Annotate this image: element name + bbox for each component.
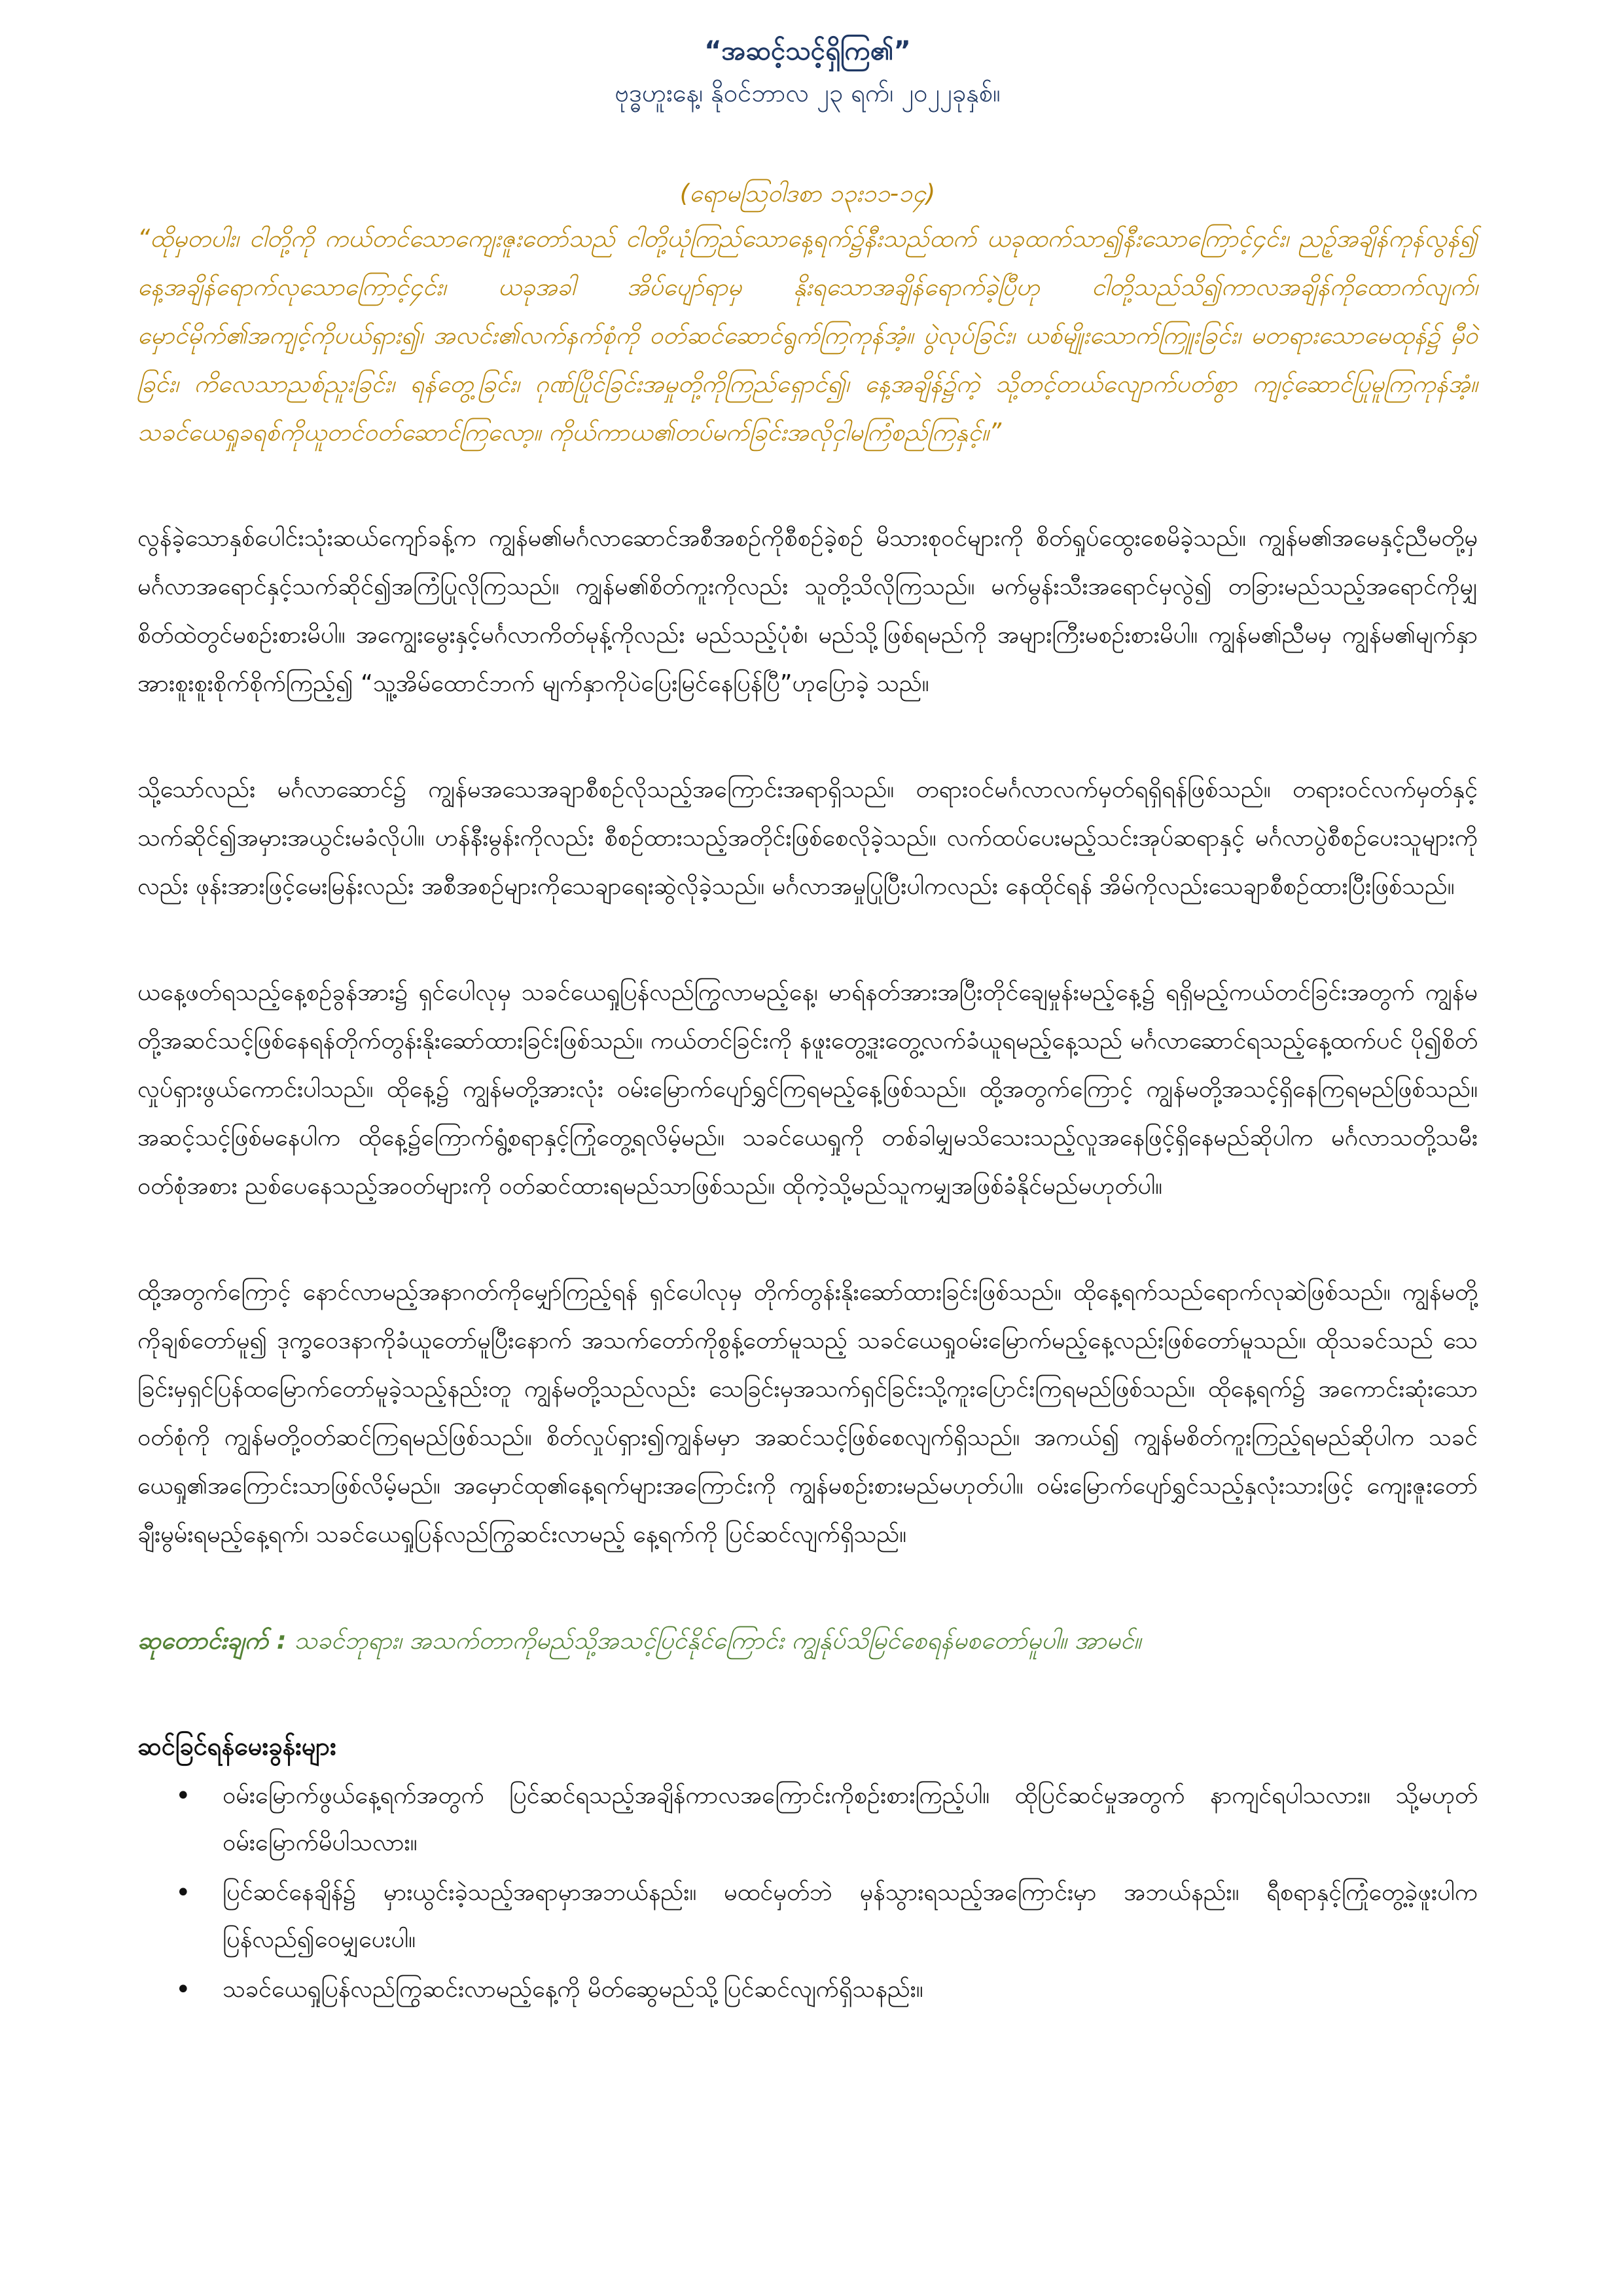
bullet-icon: • [175, 1781, 191, 1811]
question-item [175, 1966, 1478, 2013]
body-paragraph-1: လွန်ခဲ့သောနှစ်ပေါင်းသုံးဆယ်ကျော်ခန့်က ကျွန်မ၏မင်္ဂလာဆောင်အစီအစဉ်ကိုစီစဉ်ခဲ့စဉ် မိသားစုဝင်များကို စိတ်ရှုပ်ထွေးစေမိခဲ့သည်။ ကျွန်မ၏အမေနှင့်ညီမတို့မှ မင်္ဂလာအရောင်နှင့်သက်ဆိုင်၍အကြံပြုလိုကြသည်။ ကျွန်မ၏စိတ်ကူးကိုလည်း သူတို့သိလိုကြသည်။ မက်မွန်းသီးအရောင်မှလွဲ၍ တခြားမည်သည့်အရောင်ကိုမျှ စိတ်ထဲတွင်မစဉ်းစားမိပါ။ အကျွေးမွေးနှင့်မင်္ဂလာကိတ်မုန့်ကိုလည်း မည်သည့်ပုံစံ၊ မည်သို့ဖြစ်ရမည်ကို အများကြီးမစဉ်းစားမိပါ။ ကျွန်မ၏ညီမမှ ကျွန်မ၏မျက်နှာအားစူးစူးစိုက်စိုက်ကြည့်၍ “သူ့အိမ်ထောင်ဘက် မျက်နှာကိုပဲပြေးမြင်နေပြန်ပြီ”ဟုပြောခဲ့ သည်။ [137, 525, 1478, 697]
bullet-icon: • [175, 1975, 191, 2005]
scripture-reference: (ရောမသြဝါဒစာ ၁၃း၁၁-၁၄) [679, 179, 936, 207]
question-text: ဝမ်းမြောက်ဖွယ်နေ့ရက်အတွက် ပြင်ဆင်ရသည့်အချိန်ကာလအကြောင်းကိုစဉ်းစားကြည့်ပါ။ ထိုပြင်ဆင်မှုအတွက် နာကျင်ရပါသလား။ သို့မဟုတ် ဝမ်းမြောက်မိပါသလား။ [223, 1782, 1478, 1856]
body-paragraph-4: ထို့အတွက်ကြောင့် နောင်လာမည့်အနာဂတ်ကိုမျှော်ကြည့်ရန် ရှင်ပေါလုမှ တိုက်တွန်းနိုးဆော်ထားခြင်းဖြစ်သည်။ ထိုနေ့ရက်သည်ရောက်လုဆဲဖြစ်သည်။ ကျွန်မတို့ကိုချစ်တော်မူ၍ ဒုက္ခဝေဒနာကိုခံယူတော်မူပြီးနောက် အသက်တော်ကိုစွန့်တော်မူသည့် သခင်ယေရှုဝမ်းမြောက်မည့်နေ့လည်းဖြစ်တော်မူသည်။ ထိုသခင်သည် သေခြင်းမှရှင်ပြန်ထမြောက်တော်မူခဲ့သည့်နည်းတူ ကျွန်မတို့သည်လည်း သေခြင်းမှအသက်ရှင်ခြင်းသို့ကူးပြောင်းကြရမည်ဖြစ်သည်။ ထိုနေ့ရက်၌ အကောင်းဆုံးသောဝတ်စုံကို ကျွန်မတို့ဝတ်ဆင်ကြရမည်ဖြစ်သည်။ စိတ်လှုပ်ရှား၍ကျွန်မမှာ အဆင်သင့်ဖြစ်စေလျက်ရှိသည်။ အကယ်၍ ကျွန်မစိတ်ကူးကြည့်ရမည်ဆိုပါက သခင်ယေရှု၏အကြောင်းသာဖြစ်လိမ့်မည်။ အမှောင်ထု၏နေ့ရက်များအကြောင်းကို ကျွန်မစဉ်းစားမည်မဟုတ်ပါ။ ဝမ်းမြောက်ပျော်ရွှင်သည့်နှလုံးသားဖြင့် ကျေးဇူးတော်ချီးမွမ်းရမည့်နေ့ရက်၊ သခင်ယေရှုပြန်လည်ကြွဆင်းလာမည့် နေ့ရက်ကို ပြင်ဆင်လျက်ရှိသည်။ [137, 1279, 1478, 1548]
prayer [137, 1617, 1478, 1665]
question-item [175, 1869, 1478, 1964]
question-text: သခင်ယေရှုပြန်လည်ကြွဆင်းလာမည့်နေ့ကို မိတ်ဆွေမည်သို့ပြင်ဆင်လျက်ရှိသနည်း။ [223, 1976, 923, 2003]
dateline: ဗုဒ္ဓဟူးနေ့၊ နိုဝင်ဘာလ ၂၃ ရက်၊ ၂၀၂၂ခုနှစ်။ [615, 79, 1001, 107]
scripture-quote: “ထိုမှတပါး၊ ငါတို့ကို ကယ်တင်သောကျေးဇူးတော်သည် ငါတို့ယုံကြည်သောနေ့ရက်၌နီးသည်ထက် ယခုထက်သာ၍နီးသောကြောင့်၄င်း၊ ညဉ့်အချိန်ကုန်လွန်၍ နေ့အချိန်ရောက်လုသောကြောင့်၄င်း၊ ယခုအခါ အိပ်ပျော်ရာမှ နိုးရသောအချိန်ရောက်ခဲ့ပြီဟု ငါတို့သည်သိ၍ကာလအချိန်ကိုထောက်လျက်၊ မှောင်မိုက်၏အကျင့်ကိုပယ်ရှား၍၊ အလင်း၏လက်နက်စုံကို ဝတ်ဆင်ဆောင်ရွက်ကြကုန်အံ့။ ပွဲလုပ်ခြင်း၊ ယစ်မျိုးသောက်ကြူးခြင်း၊ မတရားသောမေထုန်၌ မှီဝဲခြင်း၊ ကိလေသာညစ်ညူးခြင်း၊ ရန်တွေ့ခြင်း၊ ဂုဏ်ပြိုင်ခြင်းအမှုတို့ကိုကြည်ရှောင်၍၊ နေ့အချိန်၌ကဲ့ သို့တင့်တယ်လျောက်ပတ်စွာ ကျင့်ဆောင်ပြုမူကြကုန်အံ့။ သခင်ယေရှုခရစ်ကိုယူတင်ဝတ်ဆောင်ကြလော့။ ကိုယ်ကာယ၏တပ်မက်ခြင်းအလိုငှါမကြံစည်ကြနှင့်။” [137, 224, 1478, 446]
questions-list [137, 1772, 1478, 2013]
prayer-text: သခင်ဘုရား၊ အသက်တာကိုမည်သို့အသင့်ပြင်နိုင်ကြောင်း ကျွန်ုပ်သိမြင်စေရန်မစတော်မူပါ။ အာမင်။ [294, 1626, 1141, 1655]
body-paragraph-3: ယနေ့ဖတ်ရသည့်နေ့စဉ်ခွန်အား၌ ရှင်ပေါလုမှ သခင်ယေရှုပြန်လည်ကြွလာမည့်နေ့၊ မာရ်နတ်အားအပြီးတိုင်ချေမှုန်းမည့်နေ့၌ ရရှိမည့်ကယ်တင်ခြင်းအတွက် ကျွန်မတို့အဆင်သင့်ဖြစ်နေရန်တိုက်တွန်းနိုးဆော်ထားခြင်းဖြစ်သည်။ ကယ်တင်ခြင်းကို နဖူးတွေ့ဒူးတွေ့လက်ခံယူရမည့်နေ့သည် မင်္ဂလာဆောင်ရသည့်နေ့ထက်ပင် ပို၍စိတ်လှုပ်ရှားဖွယ်ကောင်းပါသည်။ ထိုနေ့၌ ကျွန်မတို့အားလုံး ဝမ်းမြောက်ပျော်ရွှင်ကြရမည့်နေ့ဖြစ်သည်။ ထို့အတွက်ကြောင့် ကျွန်မတို့အသင့်ရှိနေကြရမည်ဖြစ်သည်။ အဆင့်သင့်ဖြစ်မနေပါက ထိုနေ့၌ကြောက်ရွံ့စရာနှင့်ကြုံတွေ့ရလိမ့်မည်။ သခင်ယေရှုကို တစ်ခါမျှမသိသေးသည့်လူအနေဖြင့်ရှိနေမည်ဆိုပါက မင်္ဂလာသတို့သမီးဝတ်စုံအစား ညစ်ပေနေသည့်အဝတ်များကို ဝတ်ဆင်ထားရမည်သာဖြစ်သည်။ ထိုကဲ့သို့မည်သူကမျှအဖြစ်ခံနိုင်မည်မဟုတ်ပါ။ [137, 979, 1478, 1200]
questions-title: ဆင်ခြင်ရန်မေးခွန်းများ [137, 1732, 336, 1761]
question-item [175, 1772, 1478, 1867]
body-paragraph-2: သို့သော်လည်း မင်္ဂလာဆောင်၌ ကျွန်မအသေအချာစီစဉ်လိုသည့်အကြောင်းအရာရှိသည်။ တရားဝင်မင်္ဂလာလက်မှတ်ရရှိရန်ဖြစ်သည်။ တရားဝင်လက်မှတ်နှင့်သက်ဆိုင်၍အမှားအယွင်းမခံလိုပါ။ ဟန်နီးမွန်းကိုလည်း စီစဉ်ထားသည့်အတိုင်းဖြစ်စေလိုခဲ့သည်။ လက်ထပ်ပေးမည့်သင်းအုပ်ဆရာနှင့် မင်္ဂလာပွဲစီစဉ်ပေးသူများကိုလည်း ဖုန်းအားဖြင့်မေးမြန်းလည်း အစီအစဉ်များကိုသေချာရေးဆွဲလိုခဲ့သည်။ မင်္ဂလာအမှုပြုပြီးပါကလည်း နေထိုင်ရန် အိမ်ကိုလည်းသေချာစီစဉ်ထားပြီးဖြစ်သည်။ [137, 776, 1478, 900]
question-text: ပြင်ဆင်နေချိန်၌ မှားယွင်းခဲ့သည့်အရာမှာအဘယ်နည်း။ မထင်မှတ်ဘဲ မှန်သွားရသည့်အကြောင်းမှာ အဘယ်နည်း။ ရီစရာနှင့်ကြုံတွေ့ခဲ့ဖူးပါက ပြန်လည်၍ဝေမျှပေးပါ။ [223, 1879, 1478, 1953]
prayer-label: ဆုတောင်းချက် : [137, 1626, 287, 1655]
page-title: “အဆင့်သင့်ရှိကြ၏” [704, 36, 911, 66]
bullet-icon: • [175, 1878, 191, 1908]
